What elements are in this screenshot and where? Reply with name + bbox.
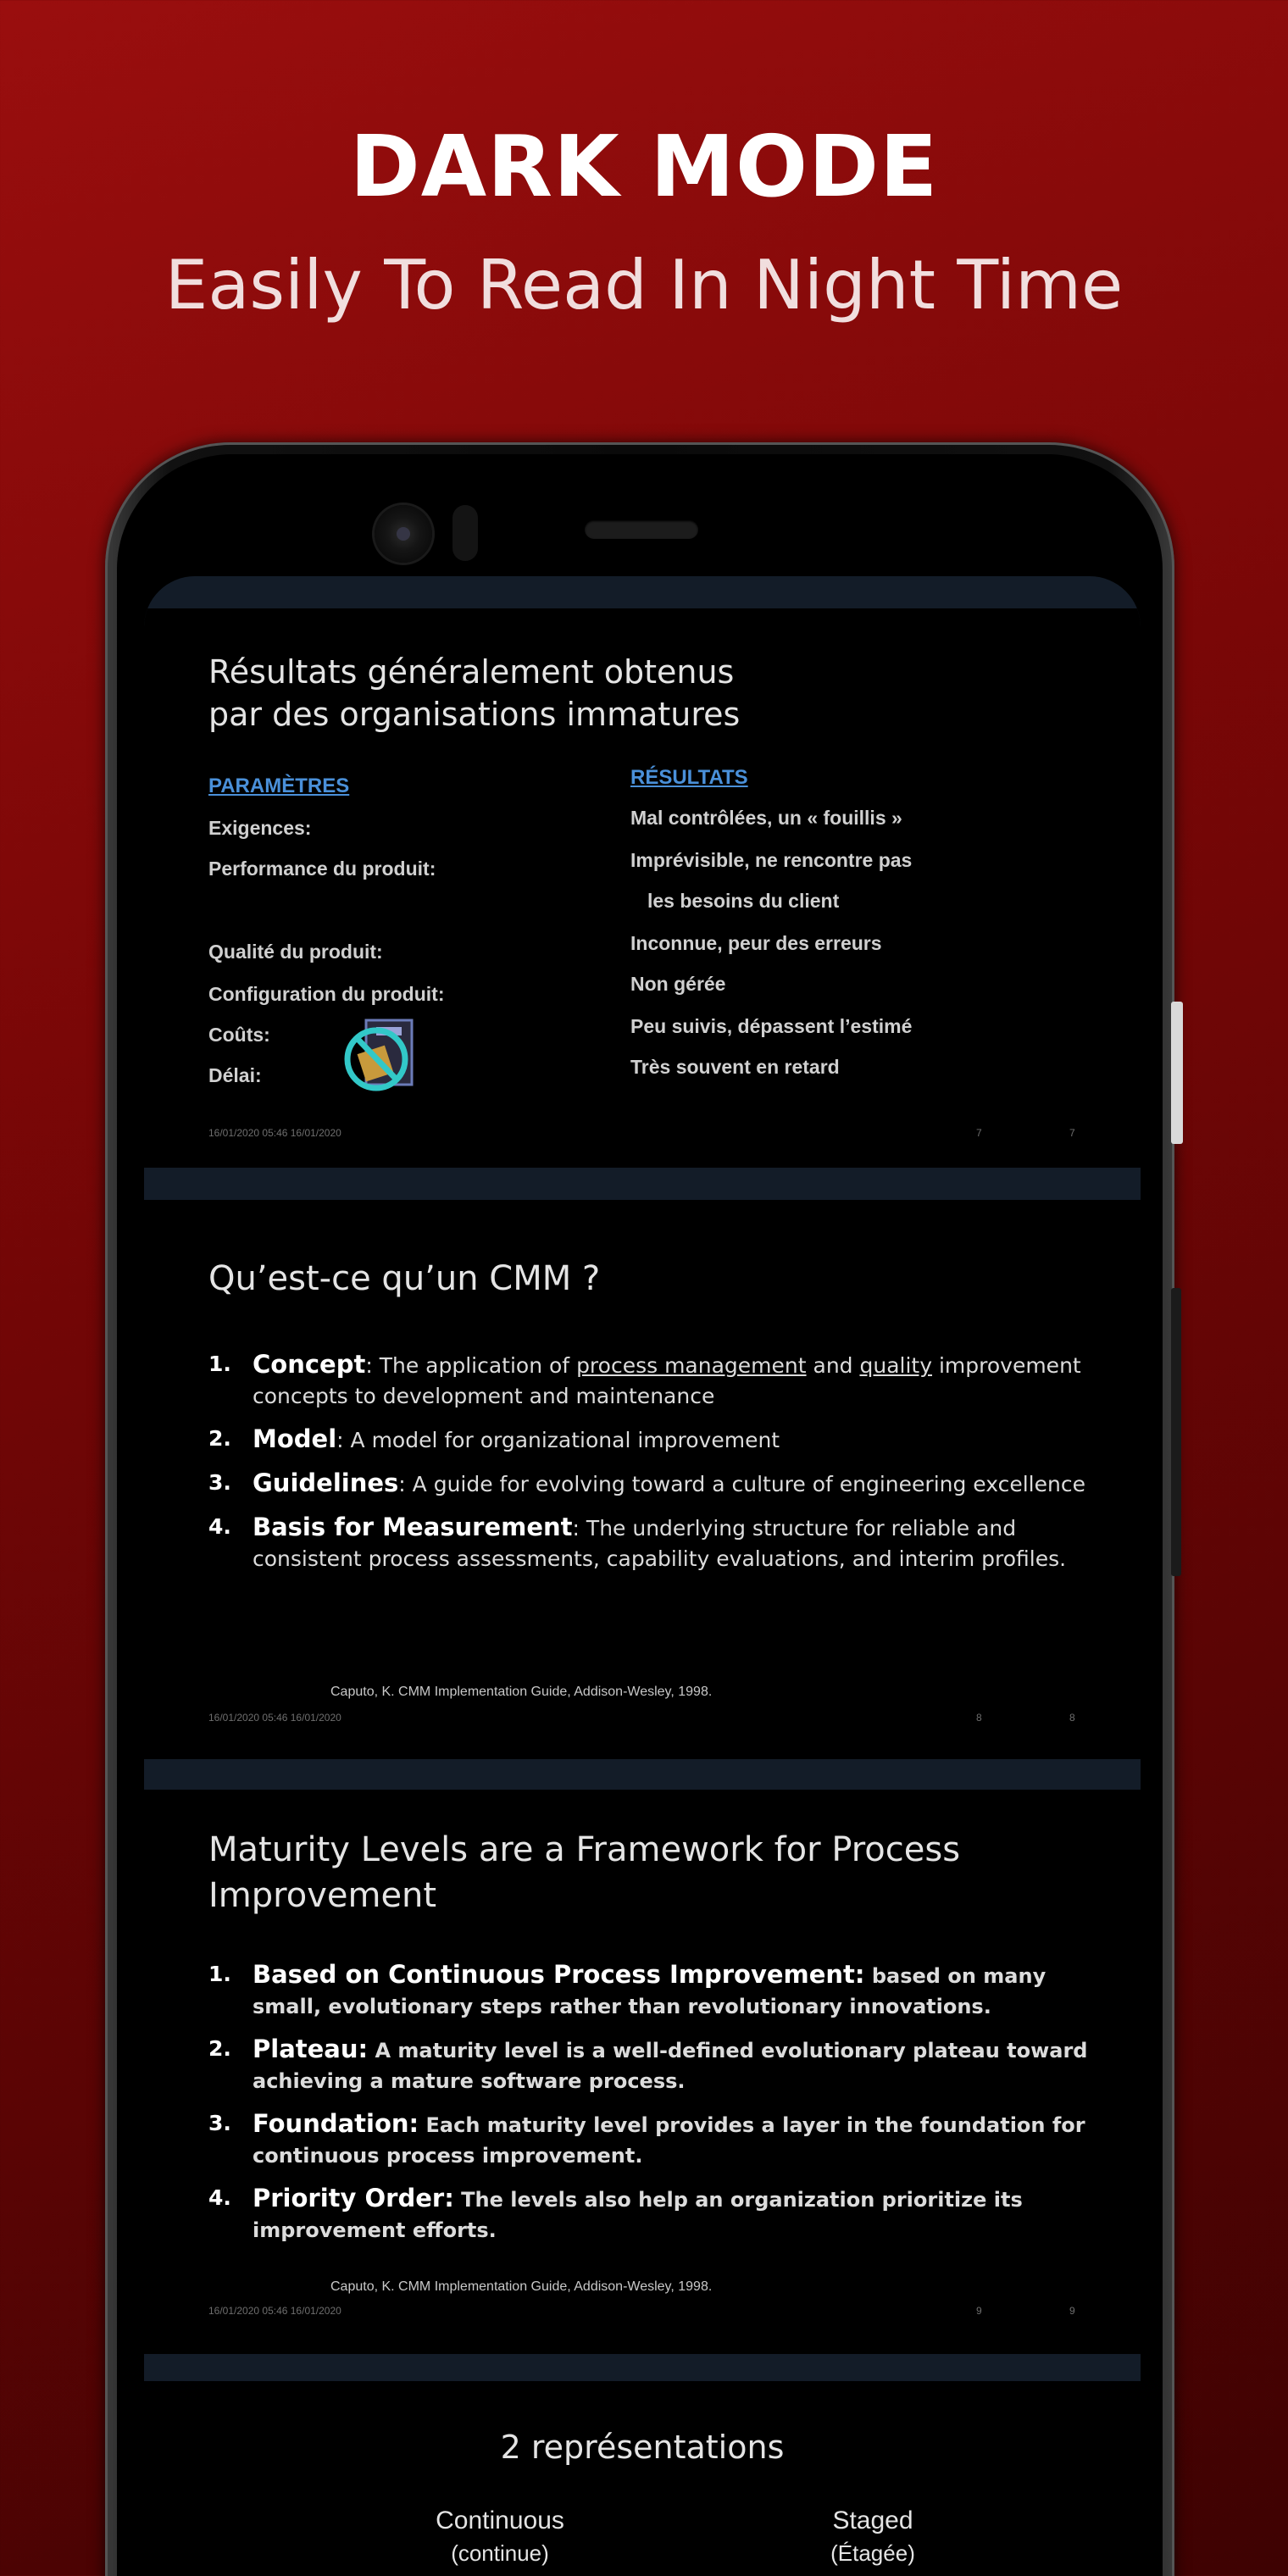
sensor-icon [452, 505, 478, 561]
slide-page-8[interactable] [144, 1200, 1141, 1759]
continuous-label: Continuous (continue) [436, 2507, 564, 2566]
slide-page-9[interactable] [144, 1790, 1141, 2354]
param-item: Qualité du produit: [208, 941, 383, 963]
slide-citation: Caputo, K. CMM Implementation Guide, Addison-Wesley, 1998. [330, 2279, 713, 2294]
param-item: Exigences: [208, 817, 312, 839]
result-item: Inconnue, peur des erreurs [630, 932, 882, 954]
slide-title: 2 représentations [500, 2429, 785, 2466]
list-item: 4. Priority Order: The levels also help an organization prioritize its improvement efforts. [208, 2184, 1023, 2242]
slide-footer-date: 16/01/2020 05:46 16/01/2020 [208, 1712, 341, 1724]
staged-label: Staged (Étagée) [830, 2507, 915, 2566]
param-item: Délai: [208, 1064, 262, 1086]
slide-title: Qu’est-ce qu’un CMM ? [208, 1259, 601, 1298]
slide-page-number: 7 [976, 1127, 982, 1139]
list-item: 3. Guidelines: A guide for evolving toward a culture of engineering excellence [208, 1468, 1085, 1497]
list-item: 4. Basis for Measurement: The underlying structure for reliable and consistent process assessments, capability evaluations, and interim profiles. [208, 1513, 1067, 1571]
slide-page-number: 8 [976, 1712, 982, 1724]
params-header: PARAMÈTRES [208, 774, 350, 797]
result-item: Non gérée [630, 973, 726, 995]
list-item: 1. Based on Continuous Process Improvement: based on many small, evolutionary steps rather than revolutionary innovations. [208, 1960, 1046, 2018]
slide-title: Maturity Levels are a Framework for Process Improvement [208, 1830, 961, 1915]
param-item: Coûts: [208, 1024, 270, 1046]
earpiece-speaker [585, 520, 698, 539]
list-item: 2. Plateau: A maturity level is a well-defined evolutionary plateau toward achieving a mature software process. [208, 2035, 1088, 2093]
results-header: RÉSULTATS [630, 766, 748, 789]
slide-page-number: 8 [1069, 1712, 1075, 1724]
slide-footer-date: 16/01/2020 05:46 16/01/2020 [208, 1127, 341, 1139]
slide-page-number: 9 [976, 2305, 982, 2317]
document-viewer[interactable] [144, 576, 1141, 2576]
list-item: 1. Concept: The application of process management and quality improvement concepts to development and maintenance [208, 1350, 1081, 1408]
result-item: Imprévisible, ne rencontre pas [630, 849, 913, 871]
list-item: 2. Model: A model for organizational improvement [208, 1424, 780, 1453]
slide-page-10[interactable] [144, 2381, 1141, 2576]
promo-subline: Easily To Read In Night Time [164, 246, 1124, 325]
slide-citation: Caputo, K. CMM Implementation Guide, Addison-Wesley, 1998. [330, 1685, 713, 1699]
slide-page-number: 9 [1069, 2305, 1075, 2317]
result-item: Mal contrôlées, un « fouillis » [630, 807, 902, 829]
slide-page-number: 7 [1069, 1127, 1075, 1139]
slide-page-7[interactable] [144, 608, 1141, 1168]
result-item: les besoins du client [647, 890, 840, 912]
numbered-list [208, 1349, 1090, 1586]
volume-button [1171, 1288, 1181, 1576]
numbered-list [208, 1959, 1090, 2257]
power-button [1171, 1002, 1183, 1144]
front-camera-icon [375, 505, 432, 563]
no-documents-clipart-icon [342, 1015, 424, 1096]
slide-footer-date: 16/01/2020 05:46 16/01/2020 [208, 2305, 341, 2317]
param-item: Configuration du produit: [208, 983, 445, 1005]
slide-title: Résultats généralement obtenus par des organisations immatures [208, 653, 741, 733]
param-item: Performance du produit: [208, 858, 436, 880]
promo-headline: DARK MODE [349, 117, 939, 216]
result-item: Très souvent en retard [630, 1056, 840, 1078]
result-item: Peu suivis, dépassent l’estimé [630, 1015, 913, 1037]
list-item: 3. Foundation: Each maturity level provides a layer in the foundation for continuous process improvement. [208, 2109, 1085, 2168]
